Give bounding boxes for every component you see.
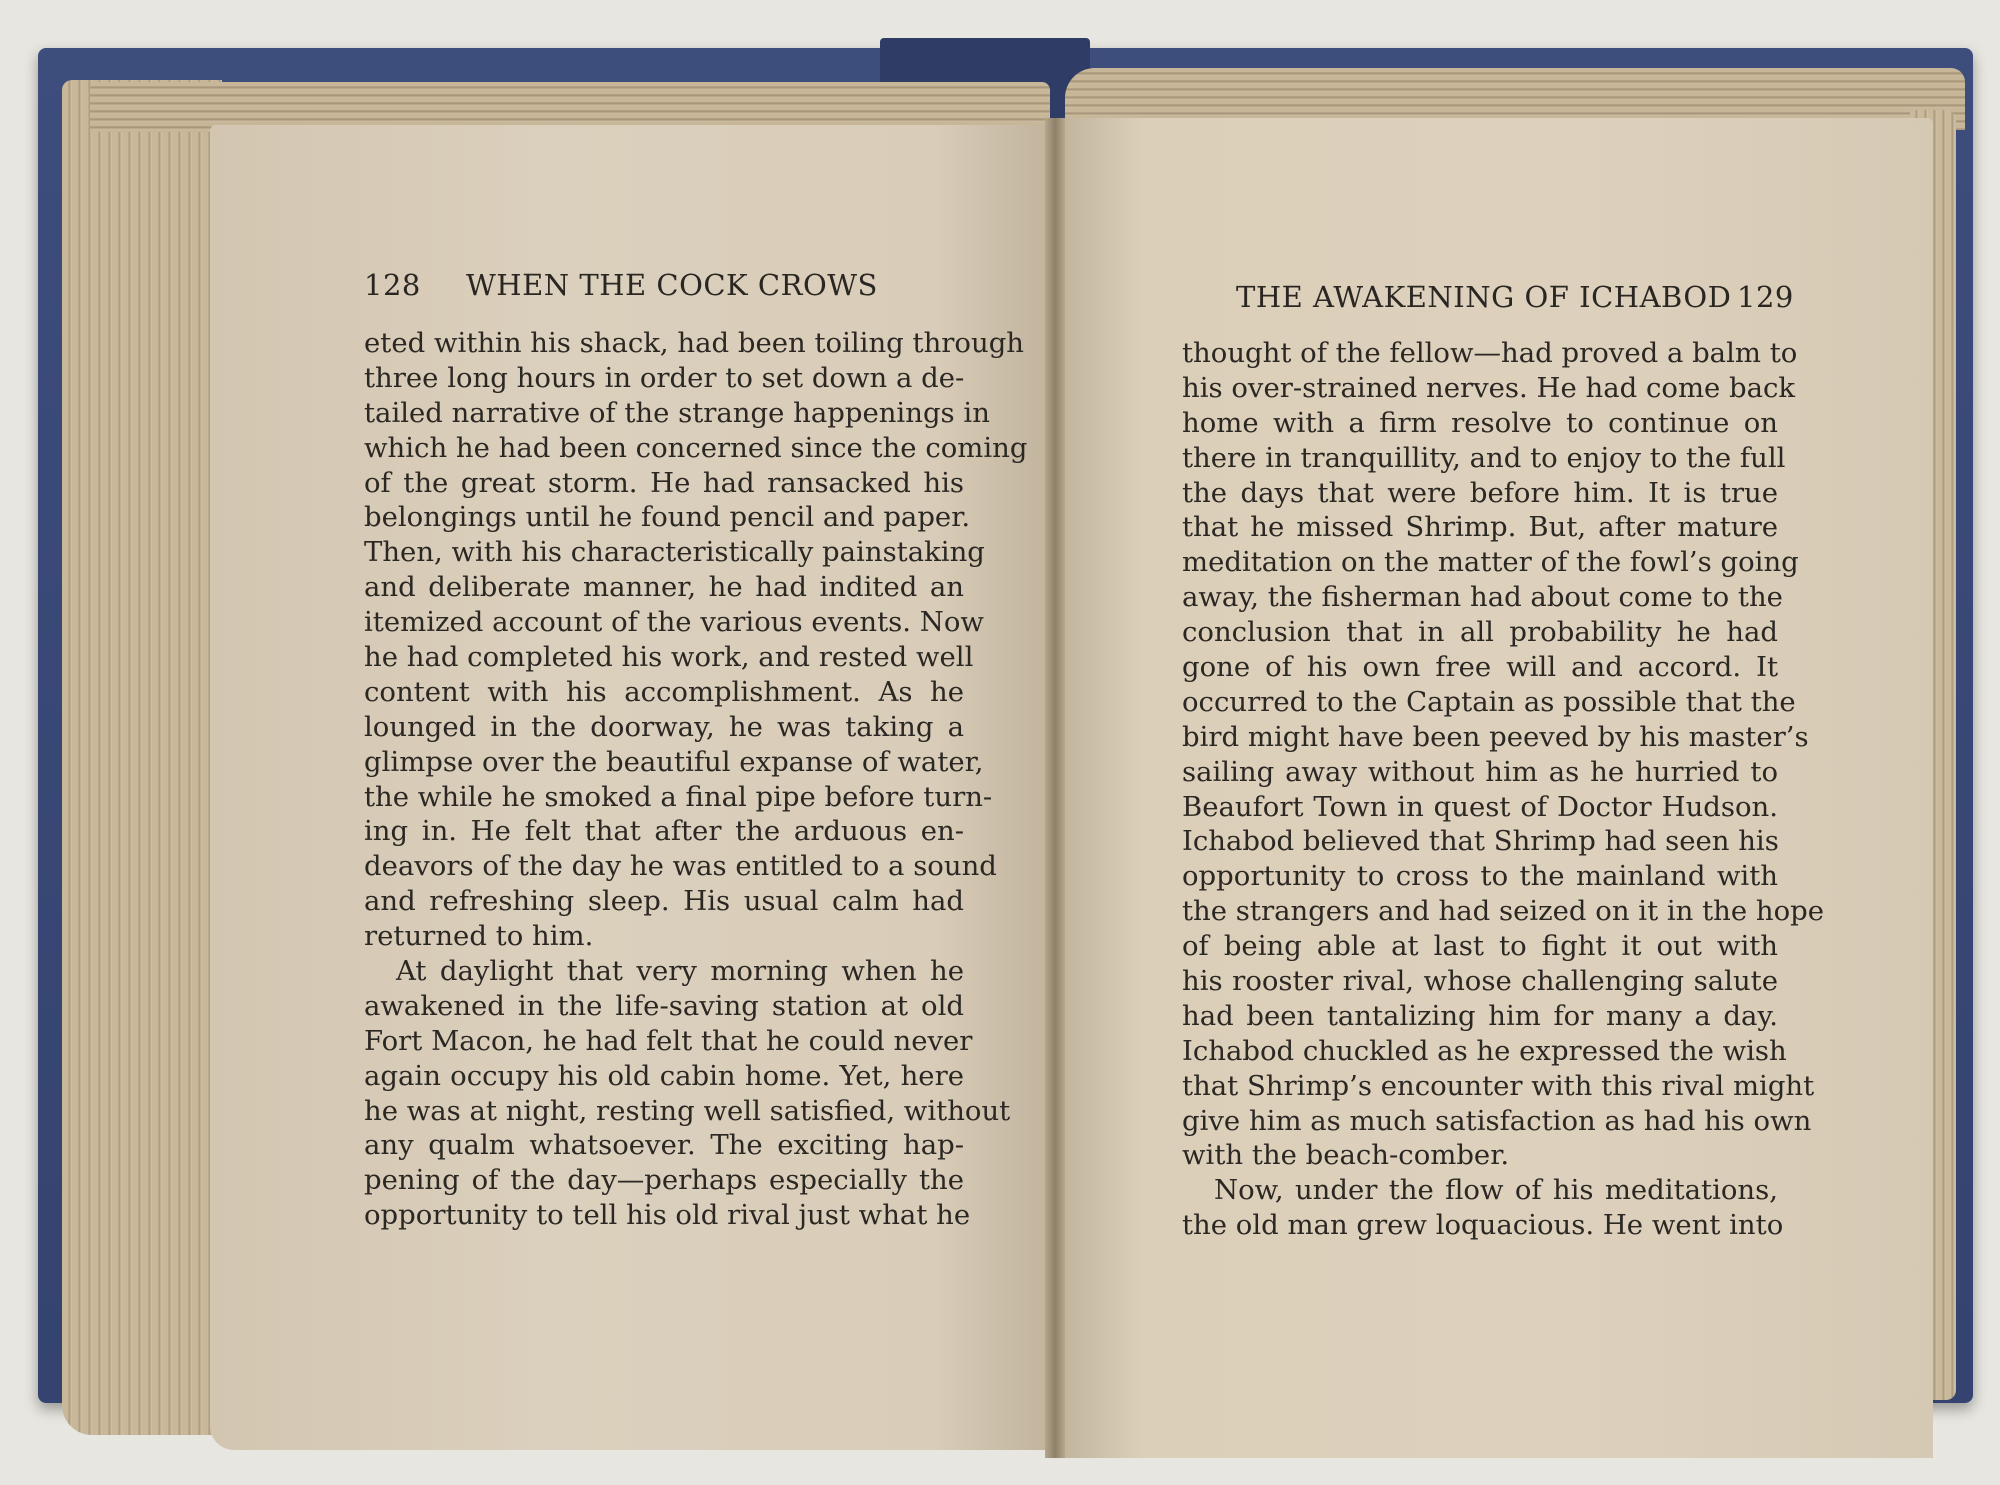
text-line: which he had been concerned since the coming bbox=[364, 431, 1028, 464]
text-line: tailed narrative of the strange happenings in bbox=[364, 396, 990, 429]
text-line: occurred to the Captain as possible that the bbox=[1182, 685, 1796, 718]
text-line: belongings until he found pencil and paper. bbox=[364, 501, 971, 534]
text-line: lounged in the doorway, he was taking a bbox=[364, 710, 964, 743]
text-line: that Shrimp’s encounter with this rival might bbox=[1182, 1069, 1815, 1102]
text-line: Beaufort Town in quest of Doctor Hudson. bbox=[1182, 790, 1778, 823]
text-line: the old man grew loquacious. He went into bbox=[1182, 1209, 1784, 1242]
text-line: conclusion that in all probability he had bbox=[1182, 616, 1778, 649]
text-line: that he missed Shrimp. But, after mature bbox=[1182, 511, 1778, 544]
right-running-head: THE AWAKENING OF ICHABOD bbox=[1236, 280, 1732, 314]
text-line: again occupy his old cabin home. Yet, here bbox=[364, 1059, 964, 1092]
page-edges-left bbox=[62, 80, 222, 1435]
text-line: of the great storm. He had ransacked his bbox=[364, 466, 964, 499]
text-line: give him as much satisfaction as had his own bbox=[1182, 1104, 1812, 1137]
text-line: gone of his own free will and accord. It bbox=[1182, 651, 1778, 684]
text-line: glimpse over the beautiful expanse of water, bbox=[364, 745, 984, 778]
text-line: Ichabod believed that Shrimp had seen his bbox=[1182, 825, 1779, 858]
text-line: ing in. He felt that after the arduous en- bbox=[364, 815, 964, 848]
text-line: deavors of the day he was entitled to a sound bbox=[364, 850, 997, 883]
text-line: had been tantalizing him for many a day. bbox=[1182, 999, 1778, 1032]
text-line: thought of the fellow—had proved a balm to bbox=[1182, 337, 1798, 369]
text-line: Fort Macon, he had felt that he could never bbox=[364, 1024, 973, 1057]
text-line: Now, under the flow of his meditations, bbox=[1214, 1174, 1778, 1207]
text-line: with the beach-comber. bbox=[1182, 1139, 1510, 1172]
text-line: awakened in the life-saving station at old bbox=[364, 989, 964, 1022]
text-line: of being able at last to fight it out with bbox=[1182, 930, 1778, 963]
text-line: he had completed his work, and rested well bbox=[364, 641, 974, 674]
text-line: three long hours in order to set down a de- bbox=[364, 361, 965, 394]
text-line: Then, with his characteristically painstaking bbox=[364, 536, 985, 569]
text-line: the days that were before him. It is true bbox=[1182, 476, 1778, 509]
text-line: his rooster rival, whose challenging salute bbox=[1182, 965, 1778, 998]
text-line: there in tranquillity, and to enjoy to the full bbox=[1182, 441, 1786, 474]
text-line: home with a firm resolve to continue on bbox=[1182, 406, 1778, 439]
text-line: and deliberate manner, he had indited an bbox=[364, 571, 964, 604]
text-line: the strangers and had seized on it in the hope bbox=[1182, 895, 1825, 928]
text-line: pening of the day—perhaps especially the bbox=[364, 1164, 964, 1197]
text-line: opportunity to cross to the mainland with bbox=[1182, 860, 1778, 893]
text-line: itemized account of the various events. Now bbox=[364, 606, 984, 639]
left-page-number: 128 bbox=[364, 268, 421, 302]
text-line: At daylight that very morning when he bbox=[396, 955, 964, 988]
text-line: Ichabod chuckled as he expressed the wish bbox=[1182, 1034, 1787, 1067]
text-line: he was at night, resting well satisfied, without bbox=[364, 1094, 1011, 1127]
left-page-text bbox=[364, 326, 1028, 1233]
left-running-head: WHEN THE COCK CROWS bbox=[466, 268, 878, 302]
text-line: away, the fisherman had about come to the bbox=[1182, 581, 1783, 614]
text-line: opportunity to tell his old rival just what he bbox=[364, 1199, 971, 1232]
text-line: bird might have been peeved by his master’s bbox=[1182, 720, 1809, 753]
book-gutter bbox=[1045, 118, 1065, 1458]
right-page-number: 129 bbox=[1737, 280, 1794, 314]
text-line: sailing away without him as he hurried to bbox=[1182, 755, 1778, 788]
text-line: meditation on the matter of the fowl’s going bbox=[1182, 546, 1799, 579]
right-page-text bbox=[1182, 336, 1825, 1243]
text-line: and refreshing sleep. His usual calm had bbox=[364, 885, 964, 918]
text-line: eted within his shack, had been toiling through bbox=[364, 327, 1025, 359]
text-line: content with his accomplishment. As he bbox=[364, 675, 964, 708]
text-line: his over-strained nerves. He had come back bbox=[1182, 371, 1796, 404]
text-line: any qualm whatsoever. The exciting hap- bbox=[364, 1129, 964, 1162]
text-line: returned to him. bbox=[364, 920, 594, 953]
text-line: the while he smoked a final pipe before turn- bbox=[364, 780, 993, 813]
